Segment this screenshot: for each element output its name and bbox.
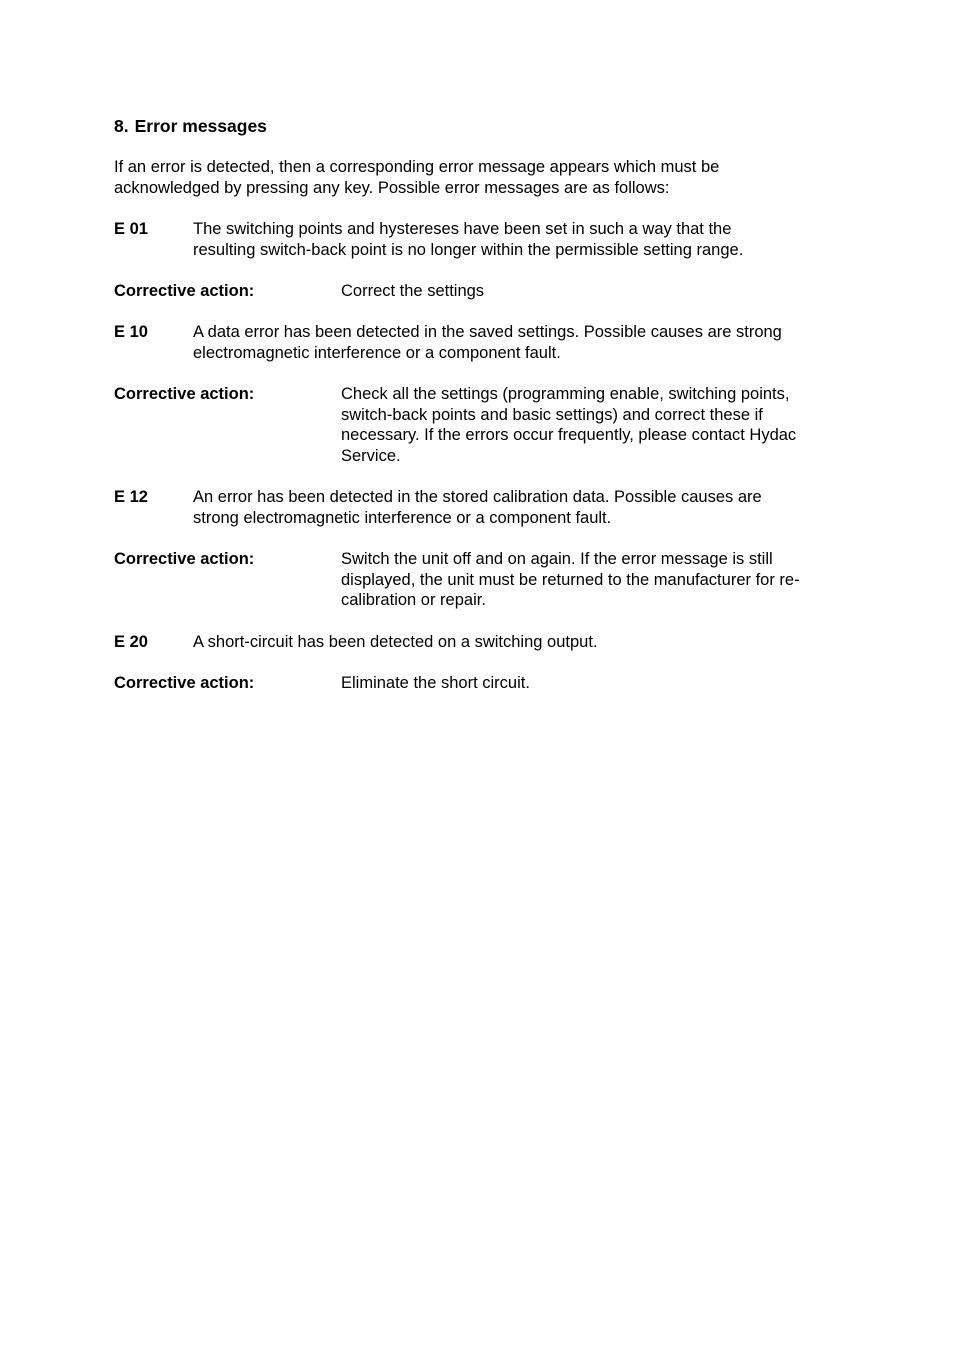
section-number: 8. — [114, 116, 129, 136]
section-title: Error messages — [134, 116, 267, 136]
corrective-action-label: Corrective action: — [114, 550, 255, 568]
error-description-line: strong electromagnetic interference or a component fault. — [193, 508, 612, 527]
error-description — [193, 219, 853, 260]
error-code: E 01 — [114, 220, 148, 238]
section-heading — [114, 115, 267, 137]
error-description-line: A data error has been detected in the saved settings. Possible causes are strong — [193, 323, 782, 341]
intro-line: acknowledged by pressing any key. Possible error messages are as follows: — [114, 178, 670, 197]
intro-paragraph — [114, 157, 854, 198]
corrective-action-text — [341, 384, 851, 466]
error-code: E 12 — [114, 488, 148, 506]
error-code: E 20 — [114, 633, 148, 651]
error-description — [193, 322, 853, 363]
corrective-action-line: Eliminate the short circuit. — [341, 674, 530, 692]
corrective-action-text — [341, 673, 851, 694]
corrective-action-label: Corrective action: — [114, 674, 255, 692]
corrective-action-line: necessary. If the errors occur frequently, please contact Hydac — [341, 426, 797, 444]
corrective-action-label: Corrective action: — [114, 282, 255, 300]
corrective-action-text — [341, 549, 851, 611]
error-description-line: A short-circuit has been detected on a switching output. — [193, 633, 598, 651]
corrective-action-line: Check all the settings (programming enable, switching points, — [341, 385, 790, 403]
error-description — [193, 487, 853, 528]
error-description-line: electromagnetic interference or a component fault. — [193, 343, 561, 362]
corrective-action-line: switch-back points and basic settings) and correct these if — [341, 405, 763, 424]
corrective-action-label: Corrective action: — [114, 385, 255, 403]
error-description-line: resulting switch-back point is no longer within the permissible setting range. — [193, 240, 744, 259]
corrective-action-line: Switch the unit off and on again. If the error message is still — [341, 550, 773, 568]
corrective-action-line: displayed, the unit must be returned to the manufacturer for re- — [341, 570, 800, 589]
error-code: E 10 — [114, 323, 148, 341]
error-description-line: The switching points and hystereses have been set in such a way that the — [193, 220, 732, 238]
error-description-line: An error has been detected in the stored calibration data. Possible causes are — [193, 488, 762, 506]
corrective-action-text — [341, 281, 851, 302]
error-description — [193, 632, 853, 653]
corrective-action-line: Service. — [341, 446, 401, 465]
corrective-action-line: Correct the settings — [341, 282, 485, 300]
corrective-action-line: calibration or repair. — [341, 591, 486, 609]
intro-line: If an error is detected, then a corresponding error message appears which must be — [114, 158, 720, 176]
